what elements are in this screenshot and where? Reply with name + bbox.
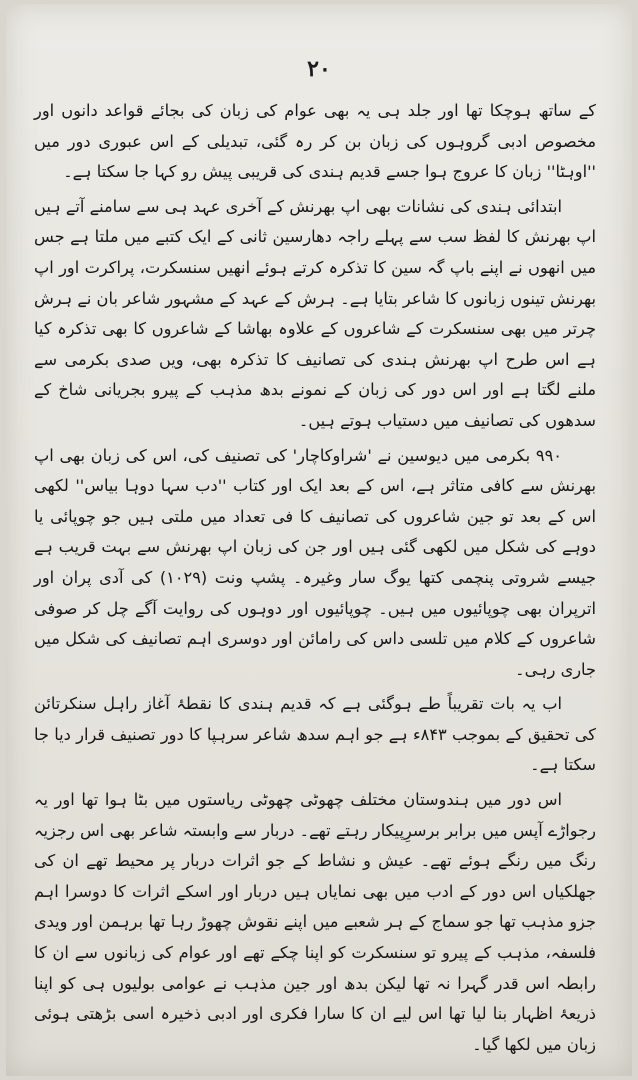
paragraph-4: اب یہ بات تقریباً طے ہوگئی ہے کہ قدیم ہندی کا نقطۂ آغاز راہل سنکرتائن کی تحقیق کے بموجب ۸۴۳ء ہے جو اہم سدھ شاعر سرہپا کا دور تصنیف قرار دیا جا سکتا ہے۔	[34, 694, 596, 775]
paragraph-2: ابتدائی ہندی کی نشانات بھی اپ بھرنش کے آخری عہد ہی سے سامنے آتے ہیں اپ بھرنش کا لفظ سب سے پہلے راجہ دھارسین ثانی کے ایک کتبے میں ملتا ہے جس میں انھوں نے اپنے باپ گہ سین کا تذکرہ کرتے ہوئے انھیں سنسکرت، پراکرت اور اپ بھرنش تینوں زبانوں کا شاعر بتایا ہے۔ ہرش کے عہد کے مشہور شاعر بان نے ہرش چرتر میں بھی سنسکرت کے شاعروں کے علاوہ بھاشا کے شاعروں کا بھی تذکرہ کیا ہے اس طرح اپ بھرنش ہندی کی تصانیف کا تذکرہ بھی، ویں صدی بکرمی سے ملنے لگتا ہے اور اس دور کی زبان کے نمونے بدھ مذہب کے پیرو بجریانی شاخ کے سدھوں کی تصانیف میں دستیاب ہوتے ہیں۔	[34, 196, 596, 430]
paragraph-1: کے ساتھ ہوچکا تھا اور جلد ہی یہ بھی عوام کی زبان کی بجائے قواعد دانوں اور مخصوص ادبی گروہوں کی زبان بن کر رہ گئی، تبدیلی کے اس عبوری دور میں ''اوہٹا'' زبان کا عروج ہوا جسے قدیم ہندی کی قریبی پیش رو کہا جا سکتا ہے۔	[34, 101, 596, 182]
paragraph-5: اس دور میں ہندوستان مختلف چھوٹی چھوٹی ریاستوں میں بٹا ہوا تھا اور یہ رجواڑے آپس میں برابر برسرِپیکار رہتے تھے۔ دربار سے وابستہ شاعر بھی اس رجزیہ رنگ میں رنگے ہوئے تھے۔ عیش و نشاط کے جو اثرات دربار پر محیط تھے ان کی جھلکیاں اس دور کے ادب میں بھی نمایاں ہیں دربار اور اسکے اثرات کا دوسرا اہم جزو مذہب تھا جو سماج کے ہر شعبے میں اپنے نقوش چھوڑ رہا تھا برہمن اور ویدی فلسفہ، مذہب کے پیرو تو سنسکرت کو اپنا چکے تھے اور عوام کی زبانوں سے ان کا رابطہ اس قدر گہرا نہ تھا لیکن بدھ اور جین مذہب نے عوامی بولیوں ہی کو اپنا ذریعۂ اظہار بنا لیا تھا اس لیے ان کا سارا فکری اور ادبی ذخیرہ اسی بڑھتی ہوئی زبان میں لکھا گیا۔	[34, 790, 596, 1054]
page-number: ۲۰	[307, 56, 331, 82]
body-text	[34, 96, 596, 1060]
paragraph-3: ۹۹۰ بکرمی میں دیوسین نے 'شراوکاچار' کی تصنیف کی، اس کی زبان بھی اپ بھرنش سے کافی متاثر ہے، اس کے بعد ایک اور کتاب ''دب سہا دوہا بیاس'' لکھی اس کے بعد تو جین شاعروں کی تصانیف کا فی تعداد میں ملتی ہیں جو چوپائی یا دوہے کی شکل میں لکھی گئی ہیں اور جن کی زبان اپ بھرنش سے بہت قریب ہے جیسے شروتی پنچمی کتھا یوگ سار وغیرہ۔ پشپ ونت (۱۰۲۹) کی آدی پران اور اترپران بھی چوپائیوں میں ہیں۔ چوپائیوں اور دوہوں کی روایت آگے چل کر صوفی شاعروں کے کلام میں تلسی داس کی رامائن اور دوسری اہم تصانیف کی شکل میں جاری رہی۔	[34, 445, 596, 679]
book-page	[6, 4, 632, 1076]
